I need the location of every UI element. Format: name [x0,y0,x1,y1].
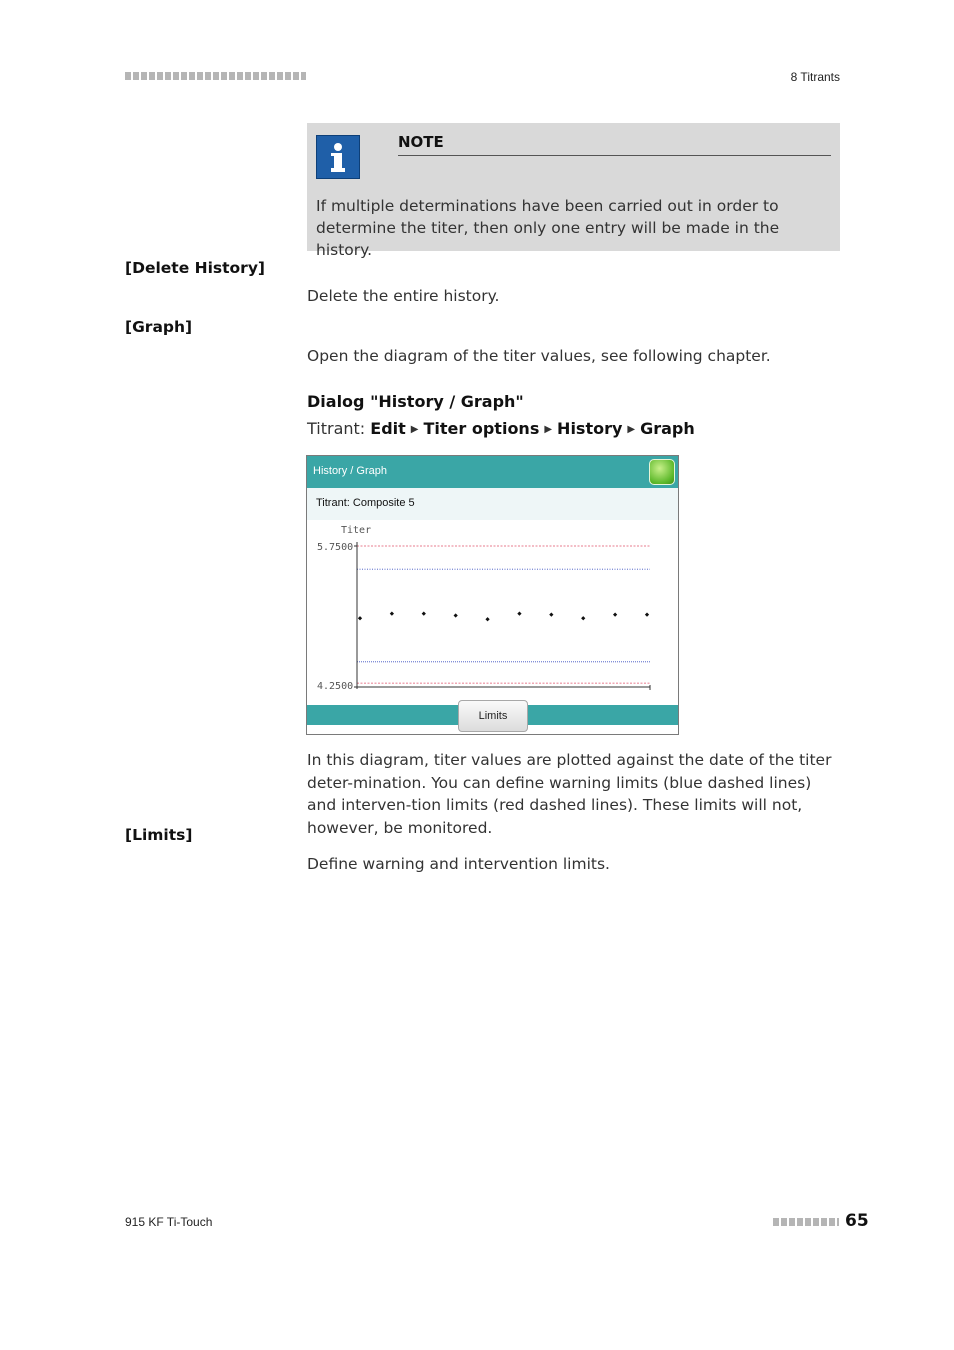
chapter-title: 8 Titrants [790,70,840,84]
arrow-right-icon: ▶ [410,424,419,435]
screen-title-bar [307,456,678,488]
explanation-paragraph: In this diagram, titer values are plotted against the date of the titer deter-mination. You can define warning limits (blue dashed lines) and interven-tion limits (red dashed lines). These limits will not, however, be monitored. [307,751,832,837]
y-tick-label: 5.7500 [317,542,354,553]
desc-graph: Open the diagram of the titer values, see following chapter. [307,347,771,365]
note-box [307,123,840,259]
arrow-right-icon: ▶ [544,424,553,435]
menu-path [307,419,695,438]
term-graph: [Graph] [125,318,193,336]
term-limits: [Limits] [125,826,193,844]
path-step-titer-options: Titer options [423,419,540,438]
home-button[interactable] [649,459,675,485]
note-title: NOTE [398,133,444,151]
y-tick-label: 4.2500 [317,681,354,692]
path-step-graph: Graph [640,419,695,438]
info-icon [316,135,360,179]
path-step-edit: Edit [370,419,406,438]
note-divider [398,155,831,156]
path-step-history: History [557,419,623,438]
dialog-heading: Dialog "History / Graph" [307,392,524,411]
screen-title: History / Graph [313,465,387,477]
desc-delete-history: Delete the entire history. [307,287,500,305]
footer-decoration [773,1218,839,1226]
titrant-bar [307,488,678,520]
note-text: If multiple determinations have been carried out in order to determine the titer, then only one entry will be made in the history. [316,197,780,259]
path-prefix: Titrant: [307,419,366,438]
header-decoration [125,72,306,80]
y-axis-label: Titer [341,525,372,536]
chart-background [313,520,672,695]
page-number: 65 [845,1211,869,1231]
term-delete-history: [Delete History] [125,259,266,277]
footer-product: 915 KF Ti-Touch [125,1215,213,1229]
desc-limits: Define warning and intervention limits. [307,855,610,873]
limits-button[interactable]: Limits [458,700,528,732]
titer-chart [307,520,678,705]
device-screenshot [306,455,679,735]
arrow-right-icon: ▶ [627,424,636,435]
titrant-label: Titrant: Composite 5 [316,497,415,509]
